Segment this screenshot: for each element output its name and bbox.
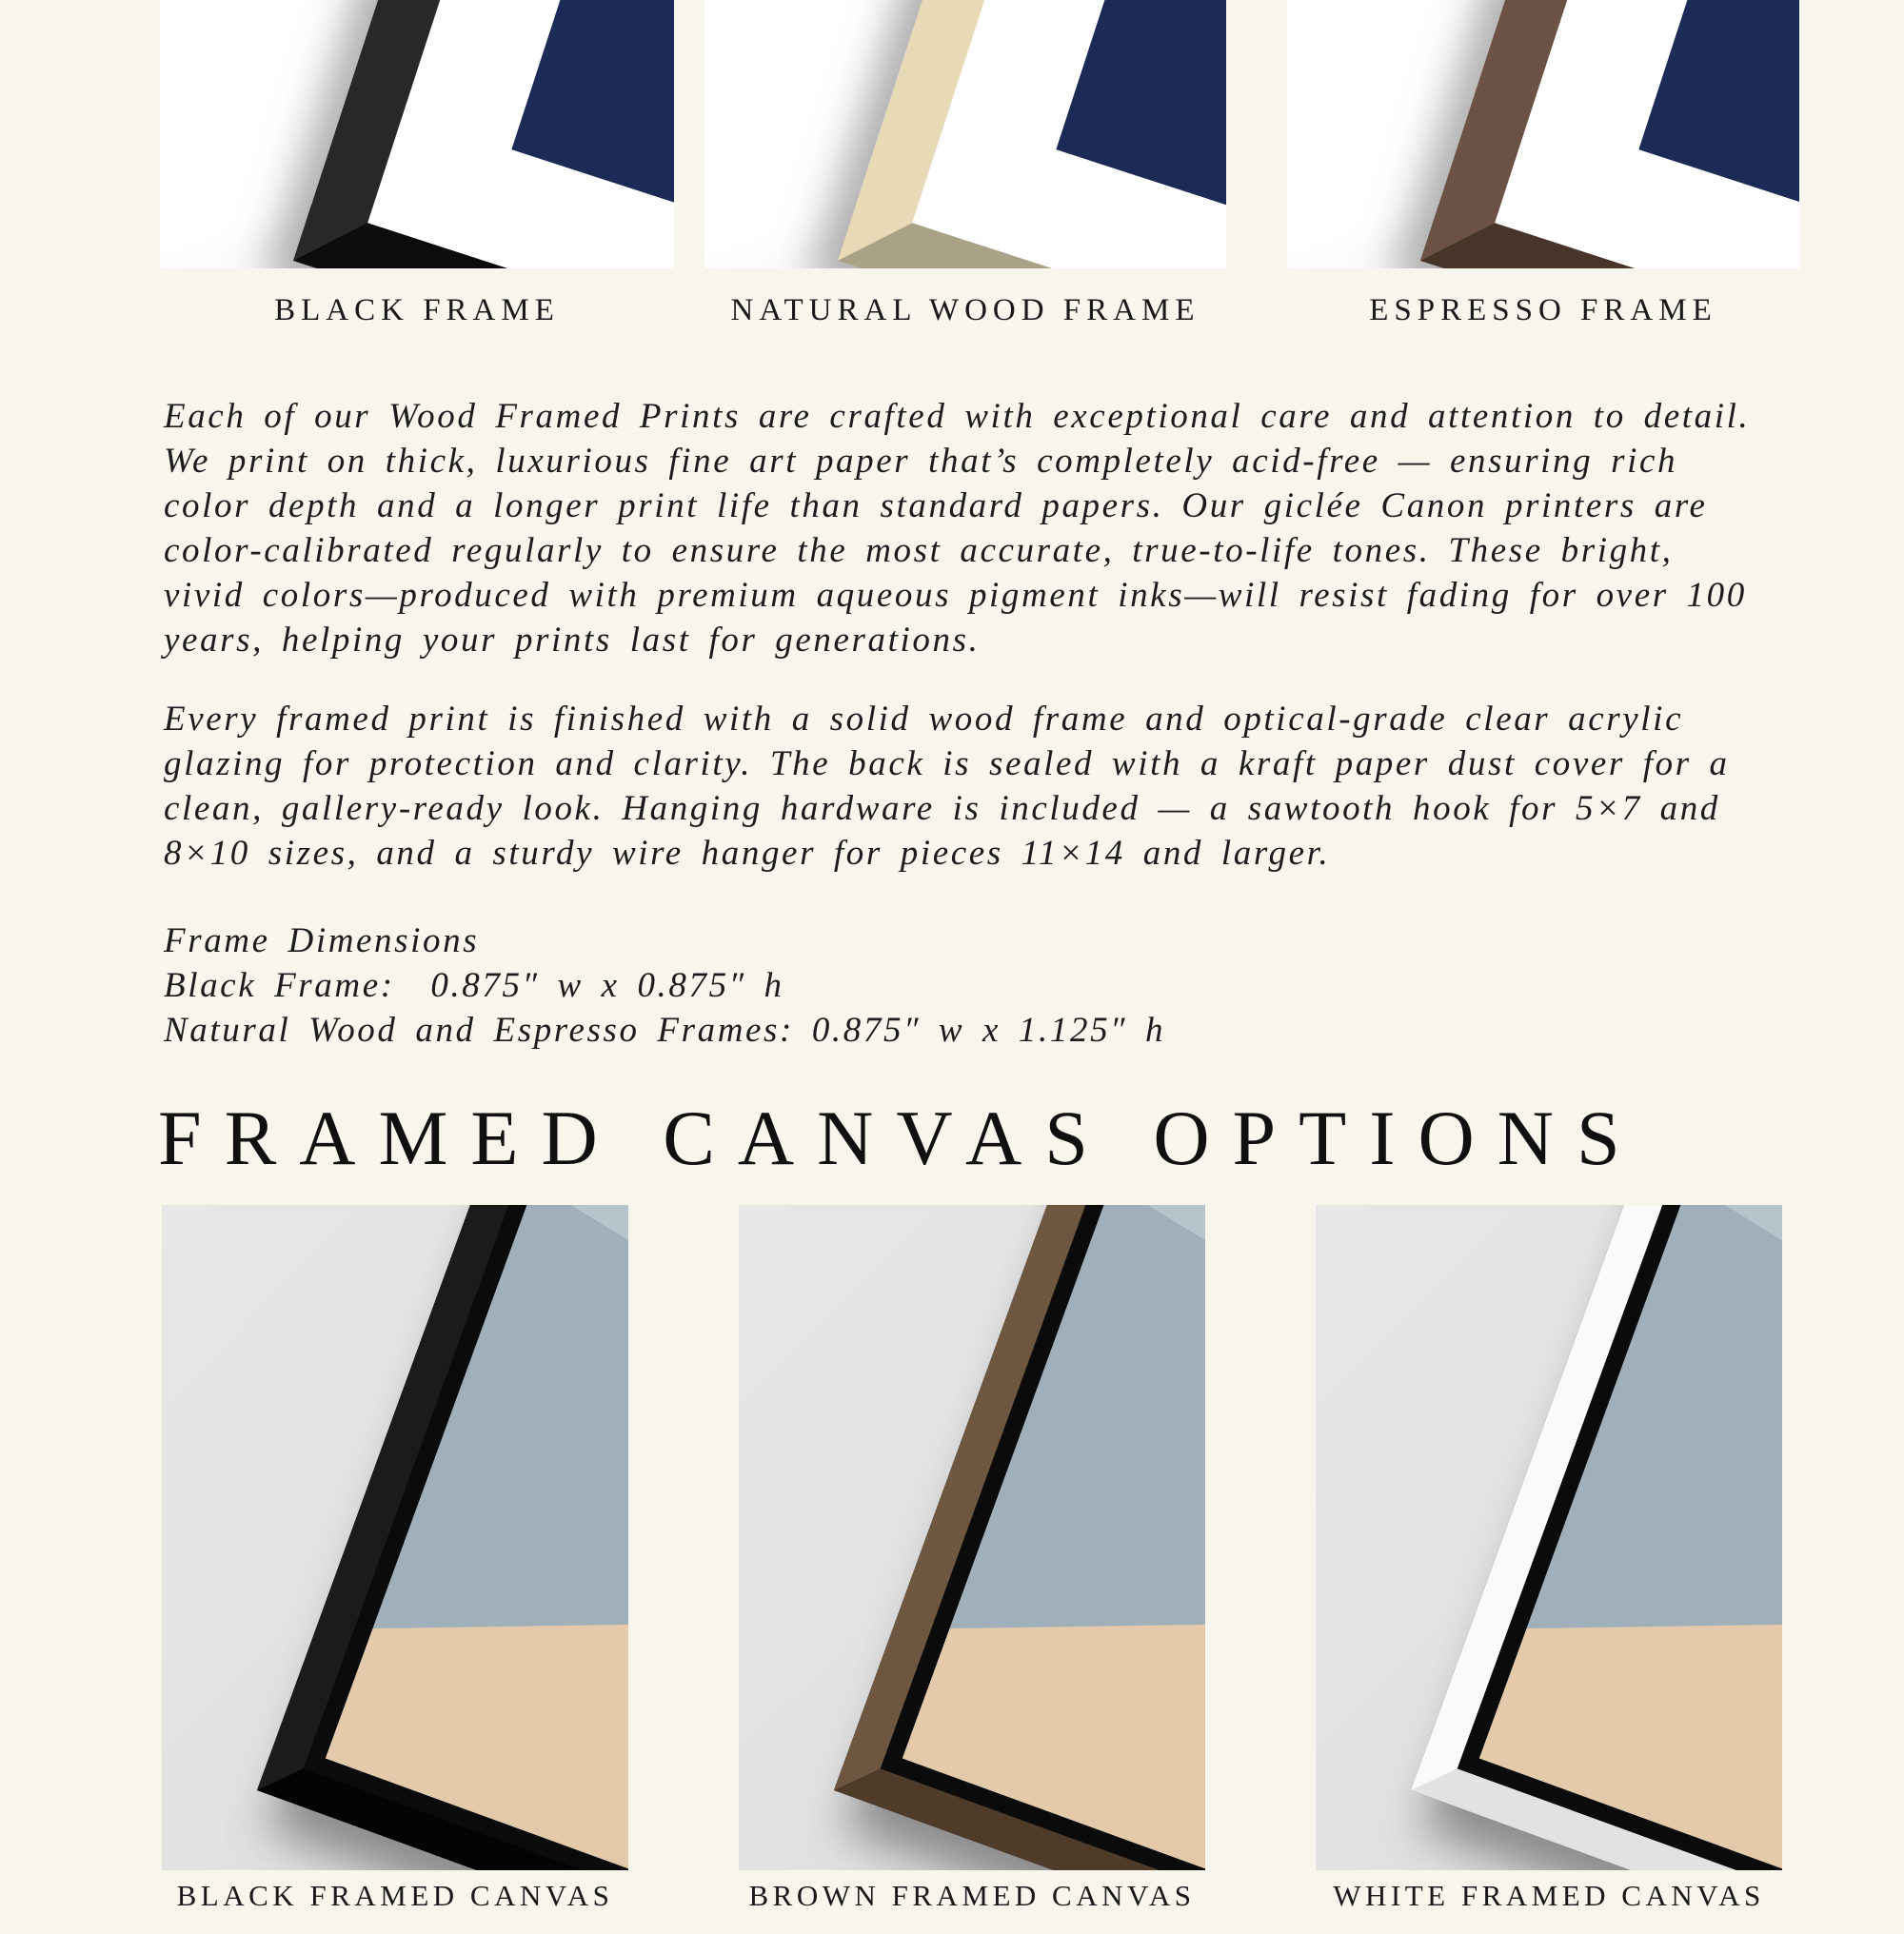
espresso-frame-corner-graphic [1420,0,1799,268]
espresso-frame-label: ESPRESSO FRAME [1369,293,1717,327]
canvas-art [902,1205,1205,1870]
canvas-art [326,1205,628,1870]
canvas-art-peach-wedge [902,1205,1205,1870]
natural-wood-frame-label: NATURAL WOOD FRAME [730,293,1200,327]
canvas-art-peach-wedge [326,1205,628,1870]
black-frame-label: BLACK FRAME [274,293,560,327]
natural-wood-frame-corner-graphic [838,0,1226,268]
frame-dimensions-natural-espresso: Natural Wood and Espresso Frames: 0.875″ w x 1.125″ h [164,1011,1166,1050]
white-canvas-frame-corner-graphic [1411,1205,1782,1870]
frame-dimensions-heading: Frame Dimensions [164,921,480,960]
framed-canvas-options-heading: FRAMED CANVAS OPTIONS [158,1095,1643,1181]
white-framed-canvas-label: WHITE FRAMED CANVAS [1333,1879,1765,1912]
white-framed-canvas-photo [1316,1205,1782,1870]
natural-wood-frame-photo [704,0,1226,268]
espresso-frame-photo [1287,0,1799,268]
description-paragraph-2: Every framed print is finished with a solid wood frame and optical-grade clear acrylic glazing for protection and clarity. The back is sealed with a kraft paper dust cover for a clean, gallery-ready look. Hanging hardware is included — a sawtooth hook for 5×7 and 8×10 sizes, and a sturdy wire hanger for pieces 11×14 and larger. [164,700,1730,873]
wood-frame-photo-row [0,0,1904,268]
canvas-frame-labels [0,1877,1904,1934]
framed-art-navy [511,0,674,268]
frame-dimensions-black: Black Frame: 0.875″ w x 0.875″ h [164,966,784,1005]
black-framed-canvas-photo [162,1205,628,1870]
brown-canvas-frame-corner-graphic [834,1205,1205,1870]
framed-canvas-photo-row [0,1205,1904,1870]
brown-framed-canvas-label: BROWN FRAMED CANVAS [748,1879,1196,1912]
black-canvas-frame-corner-graphic [257,1205,628,1870]
wood-frame-labels [0,291,1904,339]
brown-framed-canvas-photo [739,1205,1205,1870]
canvas-art-peach-wedge [1479,1205,1782,1870]
description-paragraph-1: Each of our Wood Framed Prints are crafted with exceptional care and attention to detail. We print on thick, luxurious fine art paper that’s completely acid-free — ensuring rich color depth and a longer print life than standard papers. Our giclée Canon printers are color-calibrated regularly to ensure the most accurate, true-to-life tones. These bright, vivid colors—produced with premium aqueous pigment inks—will resist fading for over 100 years, helping your prints last for generations. [164,397,1751,660]
black-frame-corner-graphic [293,0,674,268]
canvas-art [1479,1205,1782,1870]
black-frame-photo [160,0,674,268]
framed-art-navy [1056,0,1226,268]
frame-dimensions-block [164,918,1755,1053]
black-framed-canvas-label: BLACK FRAMED CANVAS [176,1879,614,1912]
framed-art-navy [1638,0,1799,268]
